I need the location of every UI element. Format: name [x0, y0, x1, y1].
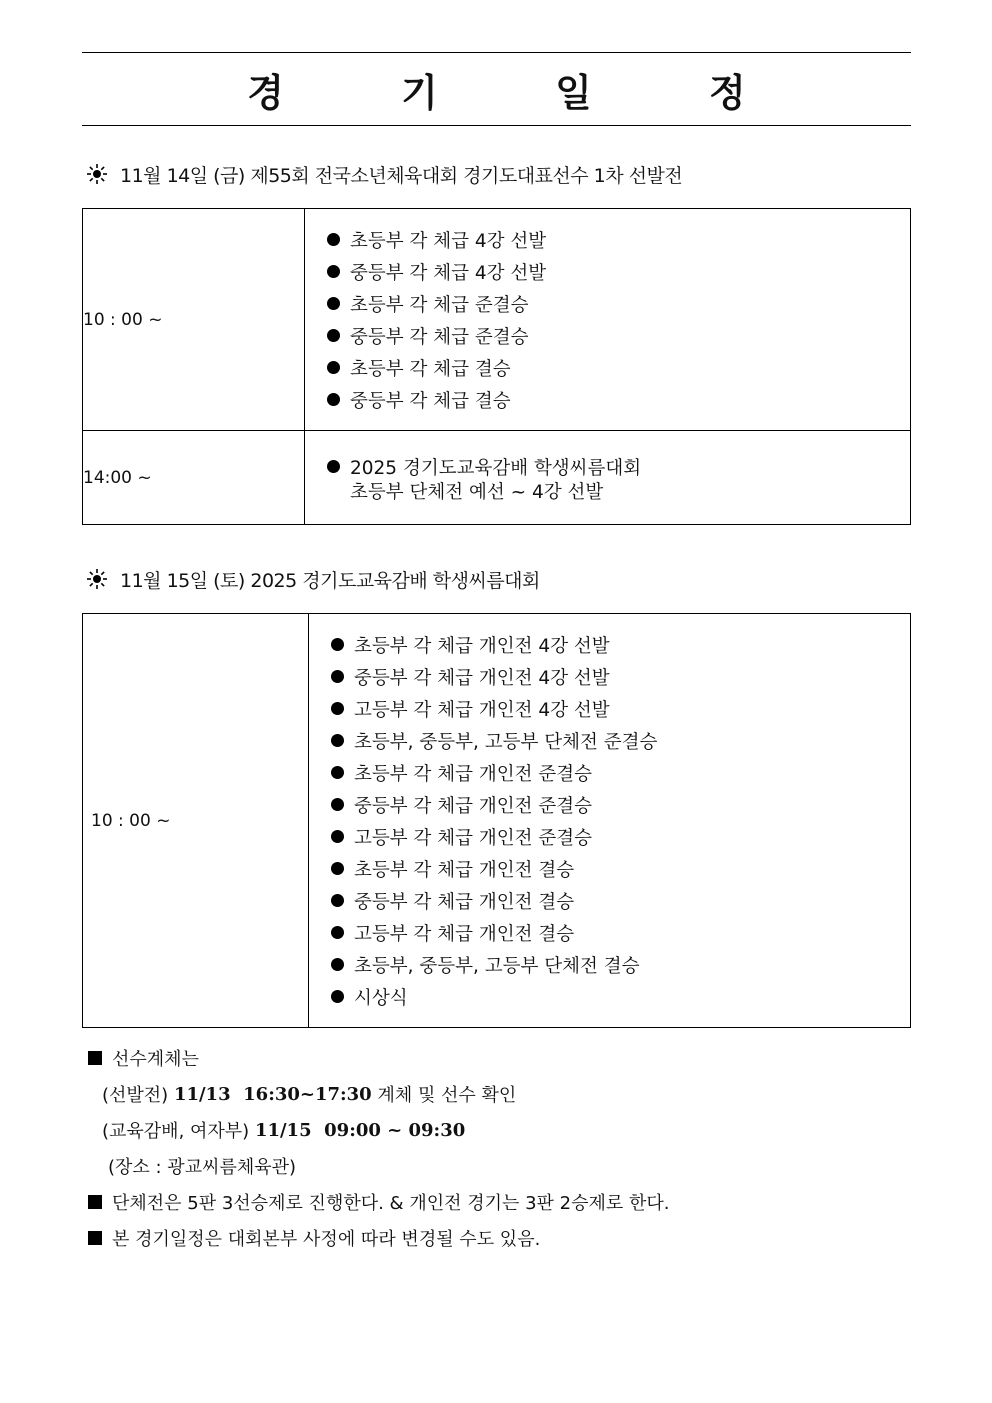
schedule-page [82, 52, 911, 1256]
bullet-icon [331, 958, 344, 971]
table-row [83, 614, 911, 1028]
bullet-icon [327, 361, 340, 374]
list-item-continuation: 초등부 단체전 예선 ~ 4강 선발 [350, 481, 604, 503]
list-item: 중등부 각 체급 개인전 준결승 [331, 789, 910, 821]
section-1-table [82, 208, 911, 525]
list-item: 중등부 각 체급 결승 [327, 384, 910, 416]
list-item: 초등부 각 체급 결승 [327, 352, 910, 384]
square-bullet-icon [88, 1195, 102, 1209]
list-item: 2025 경기도교육감배 학생씨름대회 [327, 456, 910, 478]
list-item: 초등부, 중등부, 고등부 단체전 결승 [331, 949, 910, 981]
list-item: 초등부, 중등부, 고등부 단체전 준결승 [331, 725, 910, 757]
event-list [327, 224, 910, 416]
square-bullet-icon [88, 1231, 102, 1245]
list-item: 고등부 각 체급 개인전 결승 [331, 917, 910, 949]
bullet-icon [331, 766, 344, 779]
list-item: 중등부 각 체급 개인전 4강 선발 [331, 661, 910, 693]
list-item: 초등부 각 체급 4강 선발 [327, 224, 910, 256]
title-block [82, 52, 911, 126]
bullet-icon [331, 670, 344, 683]
rule-note: 단체전은 5판 3선승제로 진행한다. & 개인전 경기는 3판 2승제로 한다. [82, 1184, 911, 1220]
bullet-icon [327, 265, 340, 278]
list-item: 초등부 각 체급 준결승 [327, 288, 910, 320]
bullet-icon [331, 702, 344, 715]
table-row [83, 431, 911, 525]
list-item: 고등부 각 체급 개인전 준결승 [331, 821, 910, 853]
sun-bullet-icon [86, 163, 108, 185]
bullet-icon [331, 638, 344, 651]
bullet-icon [327, 460, 340, 473]
section-2-heading [86, 565, 911, 593]
bullet-icon [331, 830, 344, 843]
list-item: 중등부 각 체급 준결승 [327, 320, 910, 352]
section-2-heading-text: 11월 15일 (토) 2025 경기도교육감배 학생씨름대회 [120, 569, 540, 592]
disclaimer-note: 본 경기일정은 대회본부 사정에 따라 변경될 수도 있음. [82, 1220, 911, 1256]
event-list [331, 629, 910, 1013]
list-item: 초등부 각 체급 개인전 준결승 [331, 757, 910, 789]
bullet-icon [331, 862, 344, 875]
time-cell: 10 : 00 ~ [83, 614, 309, 1028]
weighin-heading: 선수계체는 [82, 1040, 911, 1076]
bullet-icon [331, 926, 344, 939]
list-item: 초등부 각 체급 개인전 결승 [331, 853, 910, 885]
square-bullet-icon [88, 1051, 102, 1065]
bullet-icon [327, 297, 340, 310]
list-item: 중등부 각 체급 4강 선발 [327, 256, 910, 288]
bullet-icon [331, 734, 344, 747]
time-cell: 10 : 00 ~ [83, 209, 305, 431]
table-row [83, 209, 911, 431]
weighin-place: (장소 : 광교씨름체육관) [108, 1157, 297, 1178]
notes-block [82, 1040, 911, 1256]
list-item: 고등부 각 체급 개인전 4강 선발 [331, 693, 910, 725]
sun-bullet-icon [86, 568, 108, 590]
list-item: 시상식 [331, 981, 910, 1013]
section-2-table [82, 613, 911, 1028]
bullet-icon [327, 329, 340, 342]
bullet-icon [331, 894, 344, 907]
bullet-icon [331, 990, 344, 1003]
section-1-heading-text: 11월 14일 (금) 제55회 전국소년체육대회 경기도대표선수 1차 선발전 [120, 164, 683, 187]
weighin-line-2: (교육감배, 여자부) 11/15 09:00 ~ 09:30 [102, 1119, 466, 1142]
page-title: 경 기 일 정 [247, 70, 798, 115]
bullet-icon [331, 798, 344, 811]
time-cell: 14:00 ~ [83, 431, 305, 525]
section-1-heading [86, 160, 911, 188]
weighin-line-1: (선발전) 11/13 16:30~17:30 계체 및 선수 확인 [102, 1083, 517, 1106]
bullet-icon [327, 233, 340, 246]
list-item: 초등부 각 체급 개인전 4강 선발 [331, 629, 910, 661]
bullet-icon [327, 393, 340, 406]
list-item: 중등부 각 체급 개인전 결승 [331, 885, 910, 917]
